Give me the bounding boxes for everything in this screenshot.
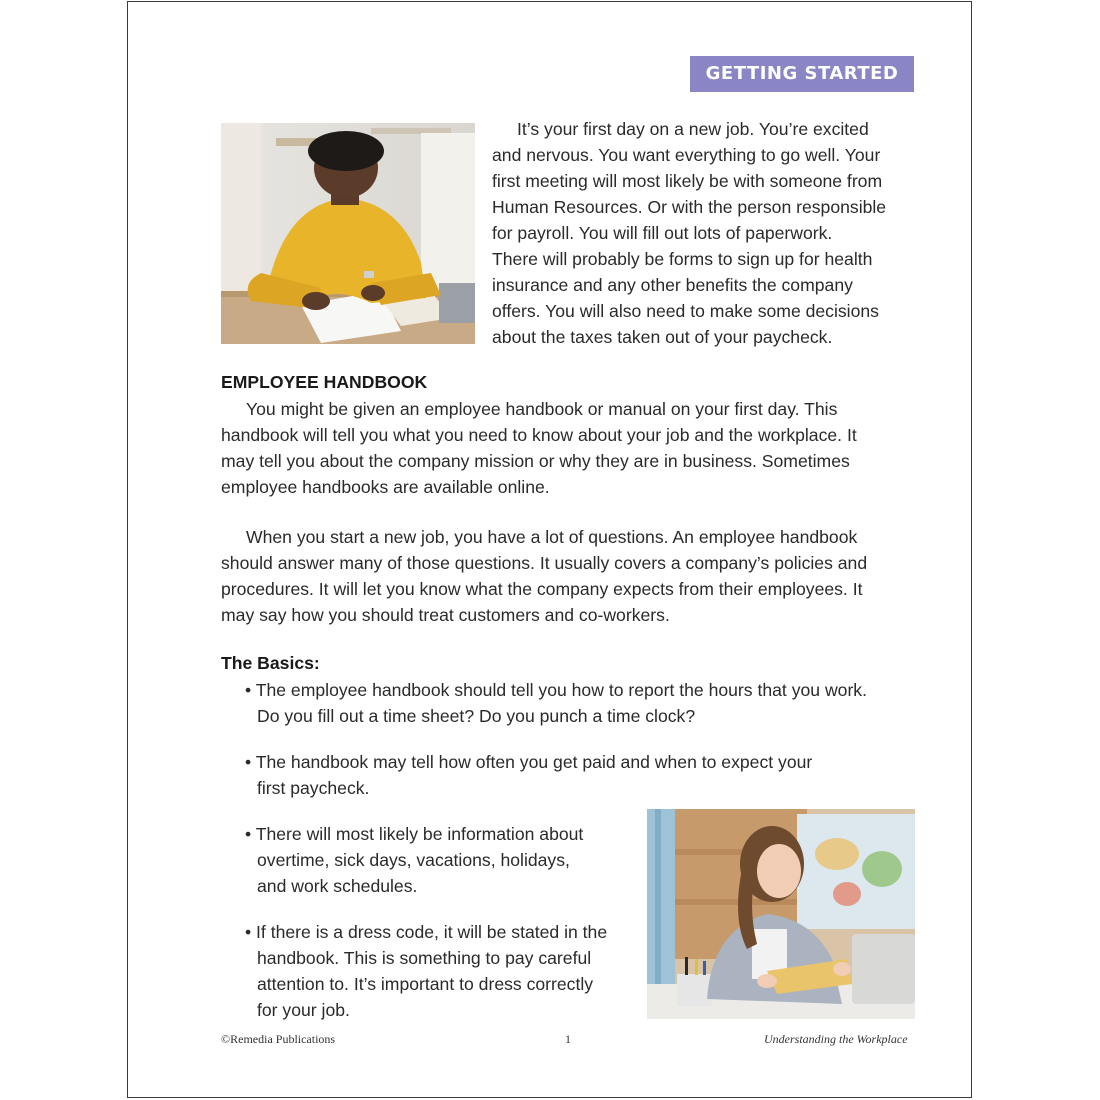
paragraph-line: When you start a new job, you have a lot of questions. An employee handbook: [246, 527, 858, 547]
bullet-line: handbook. This is something to pay careful: [257, 948, 592, 968]
intro-line: about the taxes taken out of your paycheck.: [492, 327, 833, 347]
bullet-item: [245, 677, 867, 729]
bullet-line: first paycheck.: [257, 778, 370, 798]
basics-heading: The Basics:: [221, 653, 320, 673]
bullet-item: [245, 919, 607, 1023]
paragraph-line: You might be given an employee handbook or manual on your first day. This: [246, 399, 838, 419]
bullet-line: • The employee handbook should tell you how to report the hours that you work.: [245, 680, 867, 700]
intro-line: There will probably be forms to sign up for health: [492, 249, 873, 269]
section-banner: GETTING STARTED: [690, 56, 914, 92]
footer-page-number: 1: [565, 1032, 571, 1046]
bullet-line: and work schedules.: [257, 876, 418, 896]
intro-line: first meeting will most likely be with someone from: [492, 171, 883, 191]
intro-line: for payroll. You will fill out lots of paperwork.: [492, 223, 833, 243]
paragraph-line: procedures. It will let you know what the company expects from their employees. It: [221, 579, 863, 599]
paragraph-line: employee handbooks are available online.: [221, 477, 550, 497]
handbook-paragraph-1: [221, 396, 857, 500]
bullet-line: • If there is a dress code, it will be stated in the: [245, 922, 608, 942]
bullet-line: attention to. It’s important to dress correctly: [257, 974, 594, 994]
intro-paragraph: [492, 116, 886, 350]
footer-copyright: ©Remedia Publications: [221, 1032, 336, 1046]
bullet-line: for your job.: [257, 1000, 350, 1020]
bullet-line: overtime, sick days, vacations, holidays,: [257, 850, 570, 870]
bullet-line: • There will most likely be information about: [245, 824, 584, 844]
intro-line: offers. You will also need to make some decisions: [492, 301, 879, 321]
photo-woman-reading: [647, 809, 915, 1019]
intro-line: insurance and any other benefits the company: [492, 275, 853, 295]
paragraph-line: may say how you should treat customers and co-workers.: [221, 605, 670, 625]
paragraph-line: handbook will tell you what you need to know about your job and the workplace. It: [221, 425, 857, 445]
employee-handbook-heading: EMPLOYEE HANDBOOK: [221, 372, 428, 392]
paragraph-line: should answer many of those questions. It usually covers a company’s policies and: [221, 553, 868, 573]
handbook-paragraph-2: [221, 524, 867, 628]
bullet-line: Do you fill out a time sheet? Do you punch a time clock?: [257, 706, 696, 726]
bullet-item: [245, 821, 583, 899]
photo-man-writing: [221, 123, 475, 344]
bullet-line: • The handbook may tell how often you get paid and when to expect your: [245, 752, 813, 772]
intro-line: and nervous. You want everything to go well. Your: [492, 145, 881, 165]
bullet-item: [245, 749, 812, 801]
paragraph-line: may tell you about the company mission or why they are in business. Sometimes: [221, 451, 850, 471]
footer-book-title: Understanding the Workplace: [764, 1032, 908, 1046]
intro-line: It’s your first day on a new job. You’re excited: [517, 119, 869, 139]
intro-line: Human Resources. Or with the person responsible: [492, 197, 887, 217]
